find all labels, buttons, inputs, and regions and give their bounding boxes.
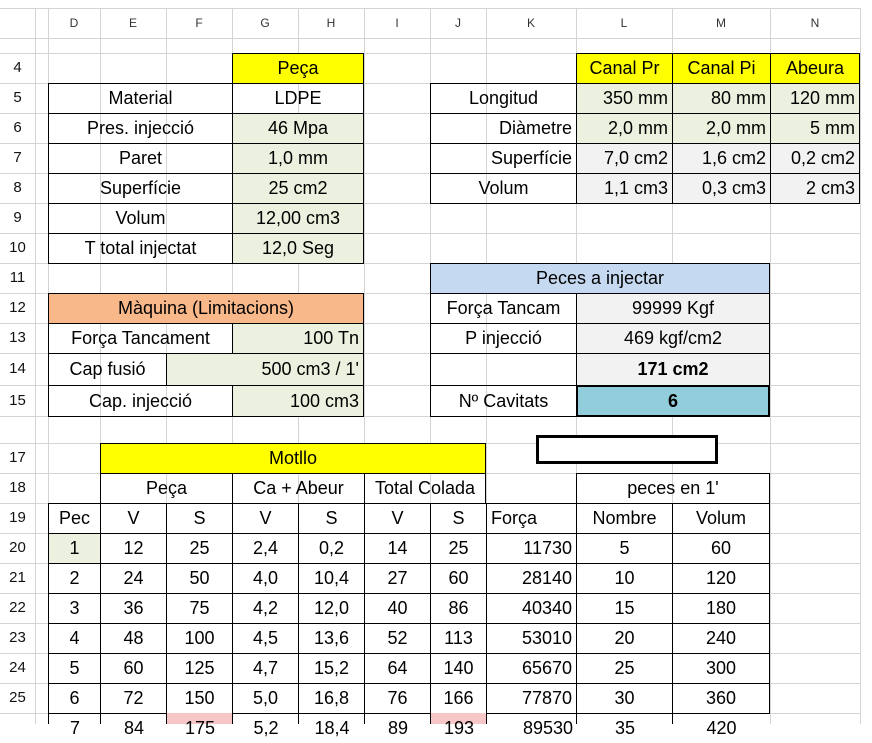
piece-value-time[interactable]: 12,0 Seg [232,233,364,264]
channel-volume-abeura[interactable]: 2 cm3 [770,173,860,204]
mold-group-total[interactable]: Total Colada [364,473,486,504]
channel-length-pi[interactable]: 80 mm [672,83,771,114]
grid-line [860,8,861,724]
mold-cell-v[interactable]: 5,0 [232,683,299,714]
mold-partial-cell-volume[interactable]: 420 [672,713,770,724]
mold-cell-s[interactable]: 60 [430,563,487,594]
mold-cell-s[interactable]: 25 [430,533,487,564]
mold-cell-volume[interactable]: 300 [672,653,770,684]
channel-label-volume[interactable]: Volum [430,173,577,204]
machine-value-injection[interactable]: 100 cm3 [232,385,364,417]
machine-label-injection[interactable]: Cap. injecció [48,385,233,417]
machine-label-clamp[interactable]: Força Tancament [48,323,233,354]
mold-partial-cell-v[interactable]: 84 [100,713,167,724]
mold-cell-volume[interactable]: 120 [672,563,770,594]
mold-cell-v[interactable]: 48 [100,623,167,654]
mold-col-s[interactable]: S [298,503,365,534]
piece-label-time[interactable]: T total injectat [48,233,233,264]
row-header[interactable]: 21 [9,569,26,586]
mold-col-v[interactable]: V [364,503,431,534]
mold-cell-s[interactable]: 10,4 [298,563,365,594]
channel-volume-pr[interactable]: 1,1 cm3 [576,173,673,204]
piece-value-wall[interactable]: 1,0 mm [232,143,364,174]
mold-partial-cell-v[interactable]: 5,2 [232,713,299,724]
mold-group-piece[interactable]: Peça [100,473,233,504]
mold-partial-cell-s[interactable]: 193 [430,713,487,724]
row-header[interactable]: 25 [9,689,26,706]
mold-cell-v[interactable]: 24 [100,563,167,594]
mold-cell-s[interactable]: 166 [430,683,487,714]
column-header-m[interactable]: M [716,16,726,30]
mold-cell-v[interactable]: 72 [100,683,167,714]
mold-cell-pec[interactable]: 2 [48,563,101,594]
mold-cell-v[interactable]: 2,4 [232,533,299,564]
machine-value-clamp[interactable]: 100 Tn [232,323,364,354]
column-header-n[interactable]: N [810,16,820,30]
row-header[interactable]: 20 [9,539,26,556]
channel-surface-abeura[interactable]: 0,2 cm2 [770,143,860,174]
mold-cell-s[interactable]: 86 [430,593,487,624]
inject-label-pressure[interactable]: P injecció [430,323,577,354]
channel-label-surface[interactable]: Superfície [430,143,577,174]
mold-cell-s[interactable]: 50 [166,563,233,594]
column-header-e[interactable]: E [128,16,137,30]
column-header-i[interactable]: I [395,16,399,30]
piece-label-wall[interactable]: Paret [48,143,233,174]
channel-label-diameter[interactable]: Diàmetre [430,113,577,144]
mold-partial-cell-s[interactable]: 18,4 [298,713,365,724]
mold-cell-s[interactable]: 125 [166,653,233,684]
mold-cell-v[interactable]: 52 [364,623,431,654]
mold-col-volume[interactable]: Volum [672,503,770,534]
row-header[interactable]: 18 [9,479,26,496]
piece-header[interactable]: Peça [232,53,364,84]
mold-cell-count[interactable]: 10 [576,563,673,594]
mold-cell-v[interactable]: 4,0 [232,563,299,594]
mold-cell-volume[interactable]: 240 [672,623,770,654]
mold-cell-pec[interactable]: 3 [48,593,101,624]
channel-length-pr[interactable]: 350 mm [576,83,673,114]
mold-cell-s[interactable]: 113 [430,623,487,654]
mold-cell-v[interactable]: 76 [364,683,431,714]
inject-label-area[interactable] [430,353,577,386]
mold-cell-v[interactable]: 64 [364,653,431,684]
mold-cell-v[interactable]: 4,2 [232,593,299,624]
mold-cell-s[interactable]: 12,0 [298,593,365,624]
row-header[interactable]: 22 [9,599,26,616]
channel-diameter-pi[interactable]: 2,0 mm [672,113,771,144]
row-header[interactable]: 12 [9,299,26,316]
mold-cell-v[interactable]: 60 [100,653,167,684]
piece-label-volume[interactable]: Volum [48,203,233,234]
row-header[interactable]: 23 [9,629,26,646]
row-header[interactable]: 15 [9,392,26,409]
mold-col-s[interactable]: S [430,503,487,534]
row-header[interactable]: 14 [9,360,26,377]
inject-label-force[interactable]: Força Tancam [430,293,577,324]
mold-cell-v[interactable]: 36 [100,593,167,624]
mold-cell-volume[interactable]: 360 [672,683,770,714]
inject-value-force[interactable]: 99999 Kgf [576,293,770,324]
mold-col-force[interactable]: Força [486,503,577,534]
mold-title[interactable]: Motllo [100,443,486,474]
mold-partial-cell-count[interactable]: 35 [576,713,673,724]
channel-header-pi[interactable]: Canal Pi [672,53,771,84]
mold-cell-pec[interactable]: 1 [48,533,101,564]
mold-cell-force[interactable]: 77870 [486,683,577,714]
column-header-l[interactable]: L [620,16,628,30]
mold-cell-volume[interactable]: 60 [672,533,770,564]
column-header-h[interactable]: H [326,16,336,30]
mold-col-count[interactable]: Nombre [576,503,673,534]
mold-col-pec[interactable]: Pec [48,503,101,534]
mold-cell-force[interactable]: 53010 [486,623,577,654]
row-header[interactable]: 6 [13,119,22,136]
mold-cell-volume[interactable]: 180 [672,593,770,624]
mold-cell-count[interactable]: 15 [576,593,673,624]
channel-diameter-abeura[interactable]: 5 mm [770,113,860,144]
mold-cell-s[interactable]: 100 [166,623,233,654]
channel-volume-pi[interactable]: 0,3 cm3 [672,173,771,204]
row-header[interactable]: 9 [13,209,22,226]
inject-title[interactable]: Peces a injectar [430,263,770,294]
piece-value-volume[interactable]: 12,00 cm3 [232,203,364,234]
machine-label-melt[interactable]: Cap fusió [48,353,167,386]
row-header[interactable]: 8 [13,179,22,196]
mold-cell-s[interactable]: 25 [166,533,233,564]
mold-cell-count[interactable]: 5 [576,533,673,564]
inject-value-area[interactable]: 171 cm2 [576,353,770,386]
row-header[interactable]: 4 [13,59,22,76]
piece-value-material[interactable]: LDPE [232,83,364,114]
mold-cell-count[interactable]: 20 [576,623,673,654]
mold-cell-v[interactable]: 27 [364,563,431,594]
mold-cell-s[interactable]: 140 [430,653,487,684]
column-header-j[interactable]: J [455,16,461,30]
mold-cell-pec[interactable]: 4 [48,623,101,654]
row-header[interactable]: 17 [9,449,26,466]
mold-cell-s[interactable]: 13,6 [298,623,365,654]
piece-label-surface[interactable]: Superfície [48,173,233,204]
piece-value-surface[interactable]: 25 cm2 [232,173,364,204]
row-header[interactable]: 10 [9,239,26,256]
channel-length-abeura[interactable]: 120 mm [770,83,860,114]
column-header-f[interactable]: F [195,16,203,30]
channel-surface-pr[interactable]: 7,0 cm2 [576,143,673,174]
mold-cell-pec[interactable]: 5 [48,653,101,684]
inject-label-cavities[interactable]: Nº Cavitats [430,385,577,417]
mold-cell-force[interactable]: 40340 [486,593,577,624]
channel-header-abeura[interactable]: Abeura [770,53,860,84]
mold-cell-v[interactable]: 40 [364,593,431,624]
channel-label-length[interactable]: Longitud [430,83,577,114]
mold-col-v[interactable]: V [232,503,299,534]
mold-partial-cell-force[interactable]: 89530 [486,713,577,724]
mold-cell-count[interactable]: 30 [576,683,673,714]
empty-shape[interactable] [536,435,718,464]
mold-cell-pec[interactable]: 6 [48,683,101,714]
mold-cell-s[interactable]: 16,8 [298,683,365,714]
piece-label-material[interactable]: Material [48,83,233,114]
mold-cell-force[interactable]: 65670 [486,653,577,684]
row-header[interactable]: 7 [13,149,22,166]
row-header[interactable]: 11 [9,269,26,286]
mold-per-minute[interactable]: peces en 1' [576,473,770,504]
mold-partial-cell-pec[interactable]: 7 [48,713,101,724]
machine-value-melt[interactable]: 500 cm3 / 1' [166,353,364,386]
piece-value-pressure[interactable]: 46 Mpa [232,113,364,144]
mold-cell-v[interactable]: 12 [100,533,167,564]
column-header-d[interactable]: D [69,16,79,30]
machine-title[interactable]: Màquina (Limitacions) [48,293,364,324]
inject-value-cavities[interactable]: 6 [576,385,770,417]
mold-cell-force[interactable]: 28140 [486,563,577,594]
mold-group-channel[interactable]: Ca + Abeur [232,473,365,504]
mold-cell-v[interactable]: 4,7 [232,653,299,684]
mold-cell-v[interactable]: 14 [364,533,431,564]
channel-header-pr[interactable]: Canal Pr [576,53,673,84]
channel-surface-pi[interactable]: 1,6 cm2 [672,143,771,174]
mold-col-v[interactable]: V [100,503,167,534]
row-header[interactable]: 5 [13,89,22,106]
mold-cell-s[interactable]: 0,2 [298,533,365,564]
column-header-k[interactable]: K [526,16,535,30]
row-header[interactable]: 13 [9,329,26,346]
mold-cell-s[interactable]: 75 [166,593,233,624]
grid-line [35,8,36,724]
mold-cell-v[interactable]: 4,5 [232,623,299,654]
inject-value-pressure[interactable]: 469 kgf/cm2 [576,323,770,354]
mold-col-s[interactable]: S [166,503,233,534]
mold-cell-s[interactable]: 15,2 [298,653,365,684]
piece-label-pressure[interactable]: Pres. injecció [48,113,233,144]
channel-diameter-pr[interactable]: 2,0 mm [576,113,673,144]
mold-cell-s[interactable]: 150 [166,683,233,714]
mold-partial-cell-s[interactable]: 175 [166,713,233,724]
mold-partial-cell-v[interactable]: 89 [364,713,431,724]
mold-cell-count[interactable]: 25 [576,653,673,684]
row-header[interactable]: 19 [9,509,26,526]
row-header[interactable]: 24 [9,659,26,676]
mold-cell-force[interactable]: 11730 [486,533,577,564]
column-header-g[interactable]: G [260,16,270,30]
